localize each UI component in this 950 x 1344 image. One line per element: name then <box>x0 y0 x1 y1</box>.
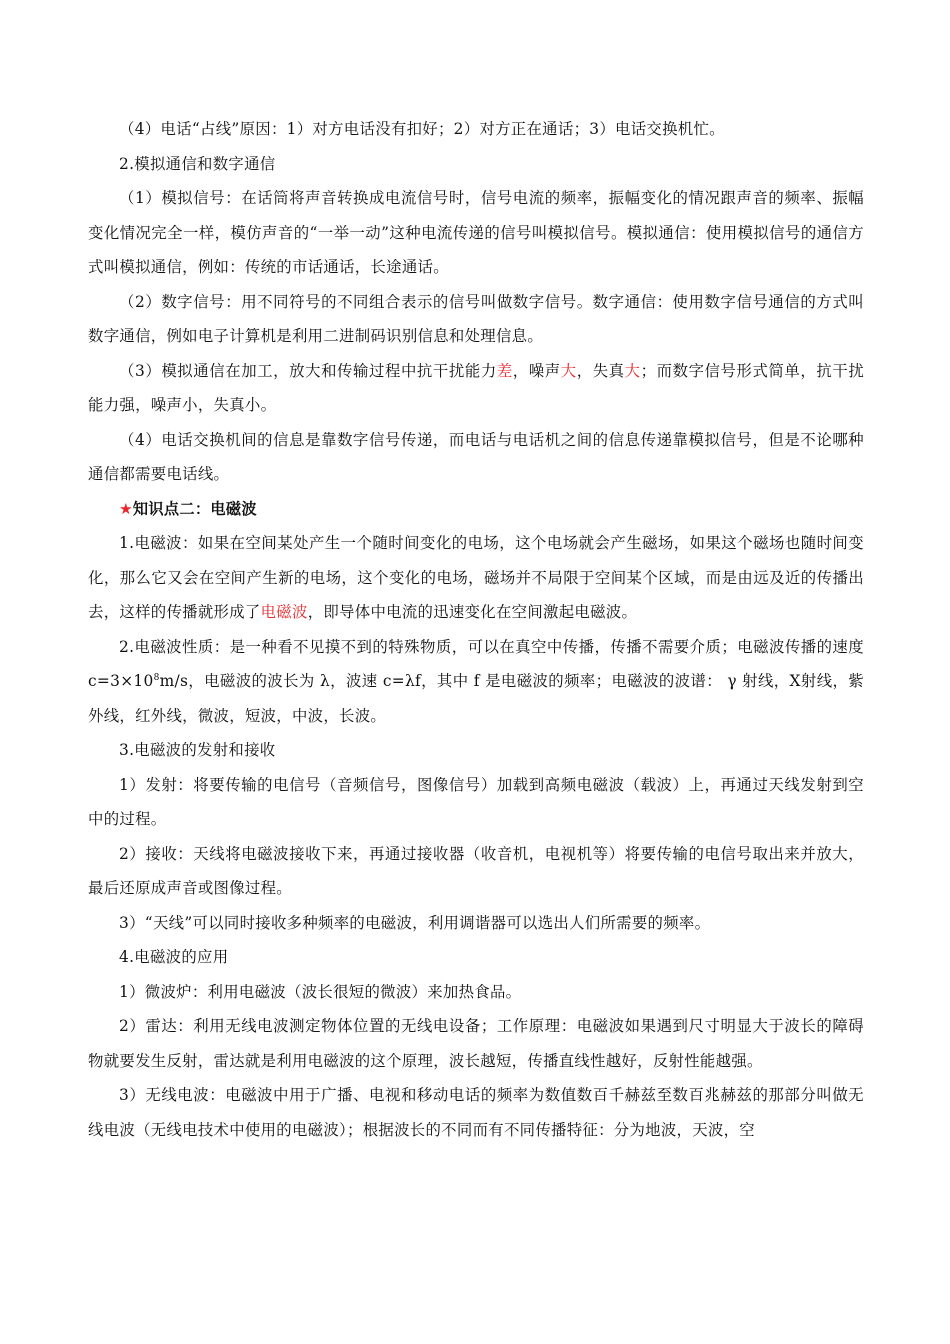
document-page <box>88 112 864 1147</box>
text-segment: ，失真 <box>576 361 625 380</box>
paragraph-microwave: 1）微波炉：利用电磁波（波长很短的微波）来加热食品。 <box>119 982 522 1001</box>
highlight-poor: 差 <box>496 361 513 380</box>
text-segment: （3）模拟通信在加工，放大和传输过程中抗干扰能力 <box>119 361 497 380</box>
heading-knowledge-point-two <box>88 492 864 527</box>
paragraph-em-wave-properties <box>88 630 864 734</box>
paragraph-analog-vs-digital <box>88 354 864 423</box>
paragraph-analog-signal: （1）模拟信号：在话筒将声音转换成电流信号时，信号电流的频率，振幅变化的情况跟声音的频率、振幅变化情况完全一样，模仿声音的“一举一动”这种电流传递的信号叫模拟信号。模拟通信：使用模拟信号的通信方式叫模拟通信，例如：传统的市话通话，长途通话。 <box>88 189 864 276</box>
text-segment: ；而数字信号形式简单，抗干扰能力强，噪声小，失真小。 <box>88 361 865 414</box>
exponent: 8 <box>153 672 160 683</box>
highlight-noise-large: 大 <box>560 361 577 380</box>
section-analog-digital-title: 2.模拟通信和数字通信 <box>119 154 276 173</box>
section-applications-title: 4.电磁波的应用 <box>119 948 229 966</box>
text-segment: 2.电磁波性质：是一种看不见摸不到的特殊物质，可以在真空中传播，传播不需要介质；电磁波传播的速度 c=3×10 <box>88 637 864 690</box>
star-icon: ★ <box>119 499 133 518</box>
paragraph-digital-signal: （2）数字信号：用不同符号的不同组合表示的信号叫做数字信号。数字通信：使用数字信号通信的方式叫数字通信，例如电子计算机是利用二进制码识别信息和处理信息。 <box>88 292 864 345</box>
text-segment: 1.电磁波：如果在空间某处产生一个随时间变化的电场，这个电场就会产生磁场，如果这个磁场也随时间变化，那么它又会在空间产生新的电场，这个变化的电场，磁场并不局限于空间某个区域，而是由远及近的传播出去，这样的传播就形成了 <box>88 534 864 621</box>
paragraph-receive: 2）接收：天线将电磁波接收下来，再通过接收器（收音机，电视机等）将要传输的电信号取出来并放大，最后还原成声音或图像过程。 <box>88 844 864 897</box>
paragraph-radio-waves: 3）无线电波：电磁波中用于广播、电视和移动电话的频率为数值数百千赫兹至数百兆赫兹的那部分叫做无线电波（无线电技术中使用的电磁波）；根据波长的不同而有不同传播特征：分为地波，天波，空 <box>88 1086 864 1139</box>
paragraph-antenna: 3）“天线”可以同时接收多种频率的电磁波，利用调谐器可以选出人们所需要的频率。 <box>119 913 711 932</box>
text-segment: m/s，电磁波的波长为 λ，波速 c=λf，其中 f 是电磁波的频率；电磁波的波谱： γ 射线，X射线，紫外线，红外线，微波，短波，中波，长波。 <box>88 672 864 725</box>
paragraph-radar: 2）雷达：利用无线电波测定物体位置的无线电设备；工作原理：电磁波如果遇到尺寸明显大于波长的障碍物就要发生反射，雷达就是利用电磁波的这个原理，波长越短，传播直线性越好，反射性能越强。 <box>88 1017 864 1070</box>
highlight-em-wave: 电磁波 <box>260 603 308 621</box>
section-transmit-receive-title: 3.电磁波的发射和接收 <box>119 741 276 759</box>
text-segment: ，噪声 <box>512 361 561 380</box>
heading-text: 知识点二：电磁波 <box>132 499 257 518</box>
highlight-distortion-large: 大 <box>624 361 641 380</box>
paragraph-transmit: 1）发射：将要传输的电信号（音频信号，图像信号）加载到高频电磁波（载波）上，再通过天线发射到空中的过程。 <box>88 775 864 828</box>
paragraph-busy-line-reasons: （4）电话“占线”原因：1）对方电话没有扣好；2）对方正在通话；3）电话交换机忙。 <box>119 120 725 138</box>
text-segment: ，即导体中电流的迅速变化在空间激起电磁波。 <box>307 603 638 621</box>
paragraph-exchange-signals: （4）电话交换机间的信息是靠数字信号传递，而电话与电话机之间的信息传递靠模拟信号，但是不论哪种通信都需要电话线。 <box>88 430 864 483</box>
paragraph-em-wave-definition <box>88 526 864 630</box>
